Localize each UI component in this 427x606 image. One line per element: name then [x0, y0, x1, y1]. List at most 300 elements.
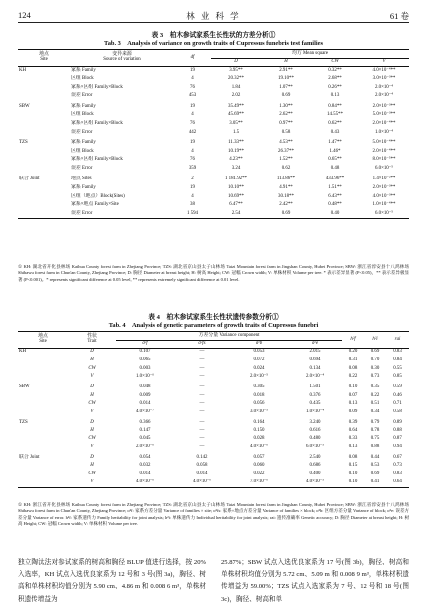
- cell-fs: 0.142: [196, 454, 208, 460]
- cell-r: 0.46: [393, 392, 402, 398]
- table3-anova: [18, 49, 409, 219]
- cell-v: 8.0×10⁻⁵**: [372, 157, 396, 163]
- cell-hi: 0.34: [370, 409, 380, 415]
- cell-e: 1.501: [309, 384, 321, 390]
- cell-hf: 0.64: [348, 427, 358, 433]
- cell-source: 区组 Block: [71, 112, 94, 118]
- cell-f: 2.0×10⁻⁶: [135, 444, 155, 450]
- cw-header: CW: [331, 59, 339, 65]
- cell-f: 0.366: [139, 419, 151, 425]
- cell-source: 误差 Error: [71, 129, 93, 135]
- cell-source: 区组 Block: [71, 75, 94, 81]
- cell-hi: 0.69: [370, 349, 380, 355]
- cell-hf: 0.10: [348, 479, 358, 485]
- table-row: [18, 349, 409, 357]
- cell-fs: —: [199, 400, 205, 406]
- cell-trait: V: [90, 444, 94, 450]
- cell-cw: 2.68**: [328, 75, 342, 81]
- cell-hf: 0.39: [348, 419, 358, 425]
- cell-b: 0.057: [253, 454, 265, 460]
- cell-v: 3.0×10⁻³**: [372, 75, 396, 81]
- cell-v: 2.0×10⁻⁴: [374, 93, 394, 99]
- cell-cw: 0.84**: [328, 103, 342, 109]
- cell-h: 0.58: [281, 129, 291, 135]
- df-header: df: [190, 54, 195, 60]
- cell-site: [18, 365, 68, 373]
- cell-cw: 0.26**: [328, 84, 342, 90]
- cell-fs: —: [199, 392, 205, 398]
- cell-fs: —: [199, 409, 205, 415]
- site-header: 地点 Site: [39, 52, 49, 62]
- cell-site: [18, 400, 68, 408]
- cell-cw: 1.46*: [329, 148, 341, 154]
- cell-r: 0.84: [393, 357, 402, 363]
- cell-f: 4.0×10⁻⁷: [135, 409, 155, 415]
- cell-fs: —: [199, 374, 205, 380]
- cell-hf: 0.09: [348, 409, 358, 415]
- cell-site: TZS: [19, 419, 28, 425]
- cell-source: 家系×区组 Family×Block: [71, 157, 123, 163]
- table-row: [18, 193, 409, 202]
- cell-df: 19: [190, 140, 195, 146]
- cell-e: 0.134: [309, 365, 321, 371]
- cell-r: 0.71: [393, 400, 402, 406]
- cell-d: 3.05**: [229, 120, 243, 126]
- cell-r: 0.64: [393, 479, 402, 485]
- h-header: H: [284, 59, 288, 65]
- cell-cw: 1.47**: [328, 140, 342, 146]
- table-row: [18, 444, 409, 452]
- cell-site: [18, 156, 70, 165]
- table3-caption-cn: 表 3 柏木参试家系生长性状的方差分析①: [151, 32, 276, 39]
- cell-e: 0.376: [309, 392, 321, 398]
- cell-b: 3.0×10⁻⁵: [249, 409, 269, 415]
- volume-label: 61 卷: [389, 11, 409, 21]
- cell-source: 区组（地点）Block(Sites): [71, 193, 125, 199]
- cell-df: 4: [191, 75, 194, 81]
- cell-cw: 0.48**: [328, 202, 342, 208]
- cell-e: 4.0×10⁻⁵: [305, 479, 325, 485]
- cell-d: 1.84: [231, 84, 241, 90]
- table-row: [18, 384, 409, 392]
- cell-hf: 0.07: [348, 392, 358, 398]
- cell-trait: D: [90, 384, 94, 390]
- cell-h: 0.62: [281, 165, 291, 171]
- cell-r: 0.85: [393, 374, 402, 380]
- cell-site: [18, 427, 68, 435]
- cell-fs: —: [199, 427, 205, 433]
- cell-r: 0.67: [393, 454, 402, 460]
- cell-d: 4.23**: [229, 157, 243, 163]
- cell-trait: CW: [88, 471, 96, 477]
- cell-fs: —: [199, 419, 205, 425]
- cell-cw: 0.40: [330, 210, 340, 216]
- cell-site: [18, 129, 70, 138]
- cell-f: 1.0×10⁻⁶: [135, 374, 155, 380]
- table-row: [18, 479, 409, 487]
- cell-site: 联合 Joint: [19, 454, 40, 460]
- cell-r: 0.87: [393, 436, 402, 442]
- cell-site: [18, 471, 68, 479]
- table-row: [18, 84, 409, 93]
- cell-b: 0.072: [253, 357, 265, 363]
- cell-e: 2.0×10⁻⁴: [305, 374, 325, 380]
- table-row: [18, 165, 409, 174]
- cell-f: 0.032: [139, 463, 151, 469]
- table-row: [18, 373, 409, 381]
- cell-h: 1.52**: [279, 157, 293, 163]
- cell-hf: 0.13: [348, 400, 358, 406]
- cell-fs: —: [199, 384, 205, 390]
- cell-e: 0.686: [309, 463, 321, 469]
- cell-source: 家系 Family: [71, 140, 96, 146]
- cell-d: 3.95**: [229, 67, 243, 73]
- table-row: [18, 67, 409, 76]
- cell-hi: 0.51: [370, 400, 380, 406]
- cell-hf: 0.13: [348, 444, 358, 450]
- cell-d: 35.49**: [228, 103, 244, 109]
- table4-caption-en: Tab. 4 Analysis of genetic parameters of growth traits of Cupressus funebri: [108, 322, 319, 329]
- cell-hi: 0.41: [370, 479, 380, 485]
- cell-hf: 0.33: [348, 436, 358, 442]
- cell-cw: 0.32**: [328, 67, 342, 73]
- table-row: [18, 400, 409, 408]
- cell-b: 0.053: [253, 349, 265, 355]
- cell-h: 19.10**: [278, 75, 294, 81]
- cell-df: 453: [188, 93, 197, 99]
- cell-site: [18, 84, 70, 93]
- cell-df: 38: [190, 202, 195, 208]
- cell-hf: 0.10: [348, 384, 358, 390]
- cell-f: 0.065: [139, 357, 151, 363]
- cell-h: 0.69: [281, 210, 291, 216]
- cell-site: [18, 148, 70, 157]
- table4-caption-cn: 表 4 柏木参试家系生长性状遗传参数分析①: [148, 314, 279, 321]
- cell-source: 家系 Family: [71, 185, 96, 191]
- s2fs-header: σ²fs: [198, 341, 206, 347]
- cell-r: 0.94: [393, 444, 402, 450]
- cell-site: SBW: [19, 384, 30, 390]
- cell-df: 359: [188, 165, 197, 171]
- cell-fs: —: [199, 436, 205, 442]
- table-row: [18, 471, 409, 479]
- cell-df: 4: [191, 148, 194, 154]
- cell-hi: 0.30: [370, 365, 380, 371]
- cell-d: 20.32**: [228, 75, 244, 81]
- cell-v: 4.0×10⁻⁴**: [372, 67, 396, 73]
- cell-trait: D: [90, 349, 94, 355]
- cell-cw: 0.43: [330, 129, 340, 135]
- d-header: D: [234, 59, 238, 65]
- cell-trait: V: [90, 479, 94, 485]
- table-row: [18, 120, 409, 129]
- cell-fs: —: [199, 349, 205, 355]
- cell-v: 1.4×10⁻²**: [372, 176, 396, 182]
- cell-trait: V: [90, 374, 94, 380]
- cell-hf: 0.10: [348, 471, 358, 477]
- cell-site: [18, 444, 68, 452]
- table4-genetic-params: [18, 331, 409, 488]
- cell-b: 0.164: [253, 419, 265, 425]
- cell-site: [18, 193, 70, 202]
- cell-site: [18, 462, 68, 470]
- cell-site: 联合 Joint: [19, 176, 40, 182]
- cell-e: 3.240: [309, 419, 321, 425]
- source-header: 变异来源 Source of variation: [103, 52, 141, 62]
- cell-e: 0.694: [309, 357, 321, 363]
- cell-h: 26.37**: [278, 148, 294, 154]
- cell-trait: CW: [88, 365, 96, 371]
- cell-df: 4: [191, 112, 194, 118]
- cell-hi: 0.69: [370, 471, 380, 477]
- cell-df: 4: [191, 193, 194, 199]
- cell-v: 2.0×10⁻⁴**: [372, 148, 396, 154]
- cell-v: 2.0×10⁻³**: [372, 103, 396, 109]
- cell-f: 0.009: [139, 392, 151, 398]
- cell-trait: H: [90, 463, 94, 469]
- table-row: [18, 75, 409, 84]
- cell-source: 家系 Family: [71, 67, 96, 73]
- table-row: [18, 184, 409, 193]
- cell-site: TZS: [19, 140, 28, 146]
- cell-cw: 0.48: [330, 165, 340, 171]
- cell-hf: 0.20: [348, 349, 358, 355]
- cell-trait: V: [90, 409, 94, 415]
- t4-site-header: 地点 Site: [38, 334, 48, 344]
- cell-cw: 14.55**: [327, 112, 343, 118]
- cell-f: 4.0×10⁻⁶: [135, 479, 155, 485]
- cell-site: [18, 165, 70, 174]
- cell-df: 76: [190, 157, 195, 163]
- cell-fs: —: [199, 357, 205, 363]
- cell-h: 0.97**: [279, 120, 293, 126]
- cell-source: 家系×区组 Family×Block: [71, 84, 123, 90]
- table-row: [18, 176, 409, 185]
- table4-footnote: ① KH: 浙江省开化县林场 Kaihua County forest farm in Zhejiang Province; TZS: 湖北省京山县太子山林场 Taizi Mountain forest farm in Jingshan County, Hubei Province; SBW: 浙江省淳安县十八鸿林场 Shibawu forest farm in Chun'an County, Zhejiang Province; σ²f: 家系方差分量 Variance of families × site; σ²fs: 家系×地点方差分量 Variance of families × block; σ²b: 区组方差分量 Variance of block; σ²e: 误差方差分量 Variance of error. h²f: 家系遗传力 Family heritability for joint analysis; h²i: 单株遗传力 Individual heritability for joint analysis; rai: 遗传准确率 Genetic accuracy; D: 胸径 Diameter at breast height; H: 树高 Height; CW: 冠幅 Crown width; V: 单株材积 Volume per tree.: [18, 502, 409, 526]
- table-row: [18, 454, 409, 462]
- cell-d: 1 181.92**: [224, 176, 247, 182]
- cell-f: 0.045: [139, 436, 151, 442]
- cell-v: 2.0×10⁻³**: [372, 185, 396, 191]
- cell-site: KH: [19, 349, 27, 355]
- cell-fs: —: [199, 444, 205, 450]
- cell-d: 10.69**: [228, 193, 244, 199]
- cell-hi: 0.73: [370, 374, 380, 380]
- cell-hf: 0.08: [348, 454, 358, 460]
- cell-site: [18, 92, 70, 101]
- cell-site: [18, 75, 70, 84]
- cell-d: 10.19**: [228, 148, 244, 154]
- rai-header: rai: [394, 336, 401, 342]
- cell-r: 0.83: [393, 471, 402, 477]
- cell-e: 0.616: [309, 427, 321, 433]
- cell-b: 0.018: [253, 392, 265, 398]
- cell-v: 1.0×10⁻⁴: [374, 129, 394, 135]
- cell-b: 2.0×10⁻⁵: [249, 374, 269, 380]
- cell-df: 76: [190, 84, 195, 90]
- cell-e: 6.0×10⁻⁵: [305, 444, 325, 450]
- cell-source: 误差 Error: [71, 93, 93, 99]
- table-row: [18, 111, 409, 120]
- table-row: [18, 365, 409, 373]
- cell-v: 2.0×10⁻⁴**: [372, 120, 396, 126]
- cell-h: 4.91**: [279, 185, 293, 191]
- cell-d: 3.24: [231, 165, 241, 171]
- cell-f: 0.147: [139, 427, 151, 433]
- cell-cw: 0.13: [330, 93, 340, 99]
- cell-source: 误差 Error: [71, 165, 93, 171]
- cell-df: 19: [190, 67, 195, 73]
- cell-df: 1 594: [186, 210, 198, 216]
- cell-h: 1.30**: [279, 103, 293, 109]
- table-row: [18, 201, 409, 210]
- cell-site: [18, 201, 70, 210]
- cell-b: 0.024: [253, 365, 265, 371]
- cell-hf: 0.31: [348, 357, 358, 363]
- mean-square-header: 均方 Mean square: [211, 50, 409, 59]
- cell-hi: 0.44: [370, 454, 380, 460]
- cell-site: [18, 184, 70, 193]
- cell-f: 0.014: [139, 400, 151, 406]
- cell-hi: 0.79: [370, 419, 380, 425]
- cell-r: 0.73: [393, 463, 402, 469]
- header-rule: [18, 22, 409, 23]
- cell-site: [18, 357, 68, 365]
- cell-site: [18, 435, 68, 443]
- cell-source: 家系×区组 Family×Block: [71, 120, 123, 126]
- cell-hf: 0.15: [348, 463, 358, 469]
- cell-source: 区组 Block: [71, 148, 94, 154]
- cell-site: [18, 392, 68, 400]
- cell-fs: 0.014: [196, 471, 208, 477]
- cell-r: 0.83: [393, 349, 402, 355]
- table3-footnote: ① KH: 湖北省开化县林场 Kaihua County forest farm in Zhejiang Province; TZS: 湖北省京山县太子山林场 Taizi Mountain forest farm in Jingshan County, Hubei Province; SBW: 浙江省淳安县十八鸿林场 Shibawu forest farm in Chun'an County, Zhejiang Province; D: 胸径 Diameter at breast height; H: 树高 Height; CW: 冠幅 Crown width; V: 单株材积 Volume per tree. * 表示差异显著 (P<0.05)，** 表示差异极显著 (P<0.001)。* represents significant difference at 0.05 level, ** represents extremely significant difference at 0.01 level.: [18, 264, 409, 282]
- table-row: [18, 409, 409, 417]
- cell-v: 6.0×10⁻⁵: [374, 165, 394, 171]
- cell-df: 19: [190, 103, 195, 109]
- cell-trait: CW: [88, 400, 96, 406]
- cell-h: 30.18**: [278, 193, 294, 199]
- table-row: [18, 210, 409, 219]
- cell-v: 1.0×10⁻⁴**: [372, 202, 396, 208]
- cell-e: 0.435: [309, 400, 321, 406]
- cell-e: 2.015: [309, 349, 321, 355]
- cell-site: [18, 111, 70, 120]
- table-row: [18, 139, 409, 148]
- cell-source: 地点 Sites: [71, 176, 92, 182]
- cell-r: 0.88: [393, 427, 402, 433]
- cell-b: 0.150: [253, 427, 265, 433]
- cell-hi: 0.35: [370, 384, 380, 390]
- cell-hi: 0.53: [370, 463, 380, 469]
- cell-hi: 0.75: [370, 436, 380, 442]
- cell-r: 0.55: [393, 365, 402, 371]
- cell-df: 76: [190, 120, 195, 126]
- cell-b: 0.060: [253, 463, 265, 469]
- cell-f: 0.048: [139, 384, 151, 390]
- cell-cw: 6.43**: [328, 193, 342, 199]
- table-row: [18, 148, 409, 157]
- cell-hi: 0.70: [370, 357, 380, 363]
- s2e-header: σ²e: [311, 341, 319, 347]
- cell-v: 2.0×10⁻⁴: [374, 84, 394, 90]
- table-row: [18, 357, 409, 365]
- table-row: [18, 462, 409, 470]
- v-header: V: [382, 59, 386, 65]
- cell-h: 2.62**: [279, 112, 293, 118]
- cell-f: 0.107: [139, 349, 151, 355]
- cell-d: 6.47**: [229, 202, 243, 208]
- cell-site: [18, 210, 70, 219]
- cell-d: 1.5: [232, 129, 240, 135]
- cell-r: 0.59: [393, 384, 402, 390]
- cell-trait: CW: [88, 436, 96, 442]
- cell-trait: H: [90, 357, 94, 363]
- cell-f: 0.054: [139, 454, 151, 460]
- table-row: [18, 435, 409, 443]
- cell-r: 0.89: [393, 419, 402, 425]
- cell-cw: 1.51**: [328, 185, 342, 191]
- cell-b: 0.056: [253, 400, 265, 406]
- h2i-header: h²i: [372, 336, 378, 342]
- cell-h: 4.53**: [279, 140, 293, 146]
- cell-v: 5.0×10⁻⁴**: [372, 140, 396, 146]
- cell-e: 1.0×10⁻⁴: [305, 409, 325, 415]
- cell-f: 0.003: [139, 365, 151, 371]
- table-row: [18, 419, 409, 427]
- cell-trait: H: [90, 427, 94, 433]
- cell-hf: 0.08: [348, 365, 358, 371]
- cell-b: 4.0×10⁻⁶: [249, 444, 269, 450]
- cell-df: 19: [190, 185, 195, 191]
- cell-h: 113.86**: [276, 176, 296, 182]
- cell-d: 2.54: [231, 210, 241, 216]
- cell-v: 5.0×10⁻³**: [372, 112, 396, 118]
- cell-b: 0.022: [253, 471, 265, 477]
- cell-v: 4.0×10⁻³**: [372, 193, 396, 199]
- cell-b: 0.028: [253, 436, 265, 442]
- table-row: [18, 156, 409, 165]
- body-paragraph-left: 独立陶汰法对参试家系的树高和胸径 BLUP 值进行选择，按 20% 入选率，KH 试点入选优良家系为 12 号和 3 号(图 3a)，胸径、树高和单株材积均值分别为 5.90 cm、4.86 m 和 0.008 6 m³，单株材积遗传增益为: [18, 559, 206, 603]
- cell-site: [18, 373, 68, 381]
- table-row: [18, 103, 409, 112]
- cell-trait: D: [90, 454, 94, 460]
- cell-cw: 433.96**: [325, 176, 345, 182]
- cell-site: KH: [19, 67, 27, 73]
- cell-trait: D: [90, 419, 94, 425]
- h2f-header: h²f: [350, 336, 356, 342]
- variance-component-header: 方差分量 Variance component: [116, 332, 342, 341]
- journal-title: 林 业 科 学: [186, 11, 241, 21]
- cell-site: [18, 409, 68, 417]
- cell-source: 家系×地点 Family×Site: [71, 202, 119, 208]
- cell-source: 误差 Error: [71, 210, 93, 216]
- cell-v: 6.0×10⁻⁵: [374, 210, 394, 216]
- cell-fs: —: [199, 365, 205, 371]
- cell-h: 2.91**: [279, 67, 293, 73]
- cell-cw: 0.65**: [328, 157, 342, 163]
- cell-e: 2.540: [309, 454, 321, 460]
- cell-e: 0.480: [309, 436, 321, 442]
- cell-hf: 0.22: [348, 374, 358, 380]
- cell-site: [18, 479, 68, 487]
- cell-e: 0.400: [309, 471, 321, 477]
- running-header: [18, 8, 409, 22]
- page-number: 124: [18, 10, 31, 20]
- table-row: [18, 129, 409, 138]
- cell-site: SBW: [19, 103, 30, 109]
- cell-b: 0.305: [253, 384, 265, 390]
